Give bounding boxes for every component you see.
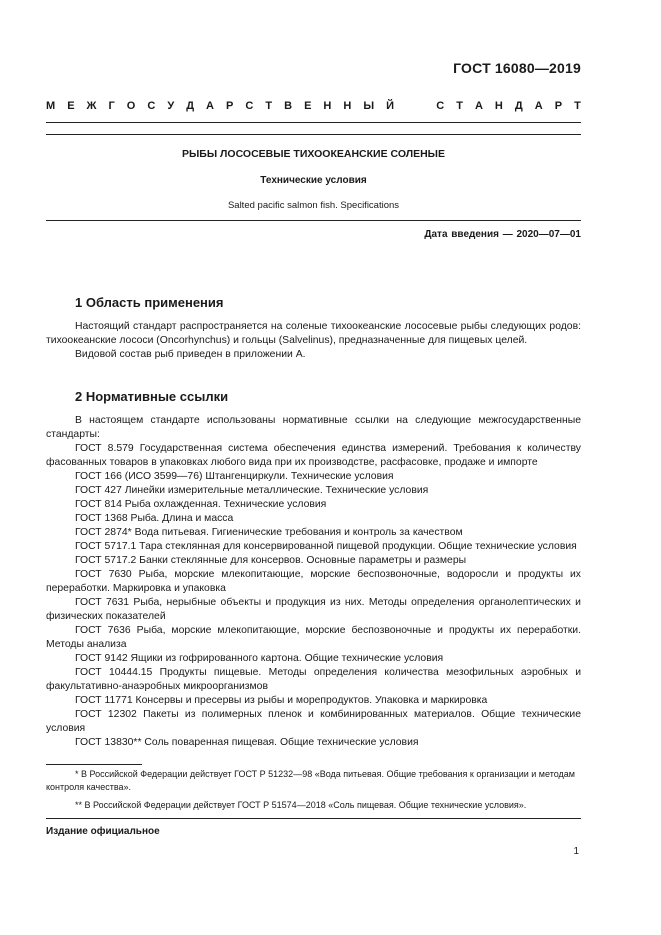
footnote-rule (46, 764, 142, 765)
reference-item: ГОСТ 7630 Рыба, морские млекопитающие, морские беспозвоночные, водоросли и продукты их переработки. Маркировка и упаковка (46, 569, 581, 594)
standard-type-letter: Г (108, 100, 115, 112)
header-rule-top (46, 122, 581, 123)
introduction-date: Дата введения — 2020—07—01 (424, 229, 581, 240)
document-subtitle: Технические условия (260, 175, 367, 186)
standard-type-letter: Е (67, 100, 75, 112)
standard-type-letter: Т (265, 100, 273, 112)
standard-type-letter: А (474, 100, 483, 112)
standard-type-letter: С (245, 100, 254, 112)
section-1-heading: 1 Область применения (75, 295, 224, 310)
section-2-heading: 2 Нормативные ссылки (75, 389, 229, 404)
standard-type-letter: А (534, 100, 543, 112)
reference-item: ГОСТ 7636 Рыба, морские млекопитающие, морские беспозвоночные и продукты их переработки. Методы анализа (46, 625, 581, 650)
document-title: РЫБЫ ЛОСОСЕВЫЕ ТИХООКЕАНСКИЕ СОЛЕНЫЕ (182, 148, 445, 160)
standard-type-letter: Д (514, 100, 523, 112)
document-title-english: Salted pacific salmon fish. Specifications (227, 200, 400, 211)
footnotes (46, 768, 581, 812)
standard-type-letter: Й (386, 100, 395, 112)
standard-type-letter: Ы (363, 100, 375, 112)
header-rule-bottom (46, 134, 581, 135)
official-edition-label: Издание официальное (46, 826, 160, 837)
reference-item: ГОСТ 5717.1 Тара стеклянная для консервированной пищевой продукции. Общие технические условия (75, 541, 577, 552)
footer-rule (46, 818, 581, 819)
standard-type-letter: Т (456, 100, 463, 112)
reference-item: ГОСТ 2874* Вода питьевая. Гигиенические требования и контроль за качеством (75, 527, 463, 538)
standard-type-letter: Д (186, 100, 195, 112)
reference-item: ГОСТ 1368 Рыба. Длина и масса (75, 513, 234, 524)
reference-item: ГОСТ 166 (ИСО 3599—76) Штангенциркули. Технические условия (75, 471, 394, 482)
reference-item: ГОСТ 13830** Соль поваренная пищевая. Общие технические условия (75, 737, 419, 748)
section-2-body (46, 414, 581, 750)
reference-item: ГОСТ 7631 Рыба, нерыбные объекты и продукция из них. Методы определения органолептических и физических показателей (46, 597, 581, 622)
reference-item: ГОСТ 427 Линейки измерительные металлические. Технические условия (75, 485, 429, 496)
footnote: ** В Российской Федерации действует ГОСТ Р 51574—2018 «Соль пищевая. Общие технические условия». (75, 800, 527, 810)
reference-item: ГОСТ 814 Рыба охлажденная. Технические условия (75, 499, 327, 510)
reference-item: ГОСТ 12302 Пакеты из полимерных пленок и комбинированных материалов. Общие технические условия (46, 709, 581, 734)
gost-number: ГОСТ 16080—2019 (453, 60, 581, 76)
standard-type-letter: Н (343, 100, 352, 112)
standard-type-label (46, 100, 581, 112)
standard-type-letter: О (126, 100, 136, 112)
reference-item: ГОСТ 11771 Консервы и пресервы из рыбы и морепродуктов. Упаковка и маркировка (75, 695, 488, 706)
page-number: 1 (573, 846, 579, 857)
standard-type-letter (421, 100, 424, 112)
standard-type-letter: Н (323, 100, 332, 112)
standard-type-letter: А (206, 100, 214, 112)
standard-type-letter: Р (554, 100, 563, 112)
section-1-body (46, 320, 581, 362)
standard-type-letter: М (46, 100, 56, 112)
paragraph: Настоящий стандарт распространяется на соленые тихоокеанские лососевые рыбы следующих родов: тихоокеанские лососи (Oncorhynchus) и гольцы (Salvelinus), предназначенные для пищевых целей. (46, 321, 581, 346)
standard-type-letter: В (284, 100, 293, 112)
paragraph: Видовой состав рыб приведен в приложении А. (75, 349, 306, 360)
standard-type-letter: Р (226, 100, 234, 112)
standard-type-letter: Н (494, 100, 503, 112)
standard-type-letter: Ж (86, 100, 97, 112)
standard-type-letter: Т (574, 100, 581, 112)
standard-type-letter: Е (304, 100, 312, 112)
reference-item: ГОСТ 9142 Ящики из гофрированного картона. Общие технические условия (75, 653, 444, 664)
standard-type-letter (406, 100, 409, 112)
reference-item: ГОСТ 10444.15 Продукты пищевые. Методы определения количества мезофильных аэробных и факультативно-анаэробных микроорганизмов (46, 667, 581, 692)
footnote: * В Российской Федерации действует ГОСТ Р 51232—98 «Вода питьевая. Общие требования к организации и методам контроля качества». (46, 769, 575, 792)
title-rule (46, 220, 581, 221)
paragraph: В настоящем стандарте использованы нормативные ссылки на следующие межгосударственные стандарты: (46, 415, 581, 440)
reference-item: ГОСТ 5717.2 Банки стеклянные для консервов. Основные параметры и размеры (75, 555, 467, 566)
reference-item: ГОСТ 8.579 Государственная система обеспечения единства измерений. Требования к количеству фасованных товаров в упаковках любого вида при их производстве, расфасовке, продаже и импорте (46, 443, 581, 468)
standard-type-letter: С (147, 100, 156, 112)
standard-type-letter: У (167, 100, 175, 112)
standard-type-letter: С (436, 100, 445, 112)
